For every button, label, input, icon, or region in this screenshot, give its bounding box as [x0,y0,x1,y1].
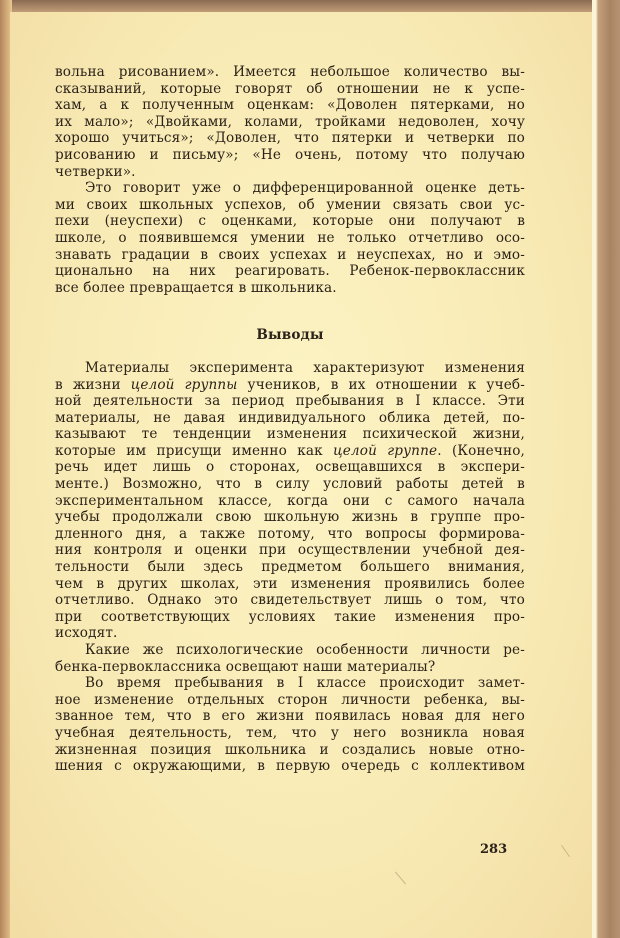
text-line: ния контроля и оценки при осуществлении учебной дея- [55,542,525,559]
text-line: званное тем, что в его жизни появилась новая для него [55,708,525,725]
text-line: ционально на них реагировать. Ребенок-первоклассник [55,263,525,280]
text-line: ное изменение отдельных сторон личности ребенка, вы- [55,691,525,708]
text-line: хорошо учиться»; «Доволен, что пятерки и четверки по [55,130,525,147]
page-number: 283 [480,842,508,857]
text-line: пехи (неуспехи) с оценками, которые они получают в [55,213,525,230]
text-line: при соответствующих условиях такие изменения про- [55,608,525,625]
text-line: речь идет лишь о сторонах, освещавшихся в экспери- [55,459,525,476]
text-run: которые им присущи именно как [55,442,334,459]
paragraph-5 [55,675,525,775]
text-line: тельности были здесь предметом большего внимания, [55,559,525,576]
paragraph-1 [55,64,525,180]
text-line: сказываний, которые говорят об отношении не к успе- [55,80,525,97]
text-line: их мало»; «Двойками, колами, тройками недоволен, хочу [55,113,525,130]
italic-emphasis: целой группы [130,376,238,393]
text-line: знавать градации в своих успехах и неуспехах, но и эмо- [55,246,525,263]
text-line: казывают те тенденции изменения психической жизни, [55,426,525,443]
text-line: дленного дня, а также потому, что вопросы формирова- [55,525,525,542]
page-right-edge [592,0,620,938]
text-line: Это говорит уже о дифференцированной оценке деть- [85,180,525,197]
text-line: менте.) Возможно, что в силу условий работы детей в [55,476,525,493]
text-line: рисованию и письму»; «Не очень, потому что получаю [55,146,525,163]
text-line: учебная деятельность, тем, что у него возникла новая [55,724,525,741]
scan-speck [395,872,406,885]
text-run: учеников, в их отношении к учеб- [237,376,525,393]
text-line: материалы, не давая индивидуального облика детей, по- [55,409,525,426]
text-line: ми своих школьных успехов, об умении связать свои ус- [55,196,525,213]
book-page [10,12,592,938]
text-line: Материалы эксперимента характеризуют изменения [85,359,525,376]
text-run: . (Конечно, [437,442,525,459]
text-line: чем в других школах, эти изменения проявились более [55,575,525,592]
text-line: жизненная позиция школьника и создались новые отно- [55,741,525,758]
text-line: учебы продолжали свою школьную жизнь в группе про- [55,509,525,526]
text-line: школе, о появившемся умении не только отчетливо осо- [55,229,525,246]
paragraph-4 [55,642,525,675]
section-heading: Выводы [256,327,324,344]
text-line: все более превращается в школьника. [55,279,337,296]
paragraph-2 [55,180,525,296]
italic-emphasis: целой группе [333,442,438,459]
text-line: Во время пребывания в I классе происходит замет- [85,675,525,692]
text-line: ной деятельности за период пребывания в I классе. Эти [55,393,525,410]
page-body [55,64,525,775]
paragraph-3 [55,360,525,642]
text-line: бенка-первоклассника освещают наши материалы? [55,658,436,675]
text-line: исходят. [55,625,118,642]
scan-speck [561,845,570,857]
text-line-with-emphasis [55,377,525,394]
text-run: в жизни [55,376,131,393]
text-line: отчетливо. Однако это свидетельствует лишь о том, что [55,592,525,609]
text-line: вольна рисованием». Имеется небольшое количество вы- [55,64,525,80]
text-line-with-emphasis [55,443,525,460]
text-line: хам, а к полученным оценкам: «Доволен пятерками, но [55,97,525,114]
text-line: Какие же психологические особенности личности ре- [85,642,525,658]
text-line: экспериментальном классе, когда они с самого начала [55,492,525,509]
text-line: шения с окружающими, в первую очередь с коллективом [55,758,525,775]
text-line: четверки». [55,163,136,180]
